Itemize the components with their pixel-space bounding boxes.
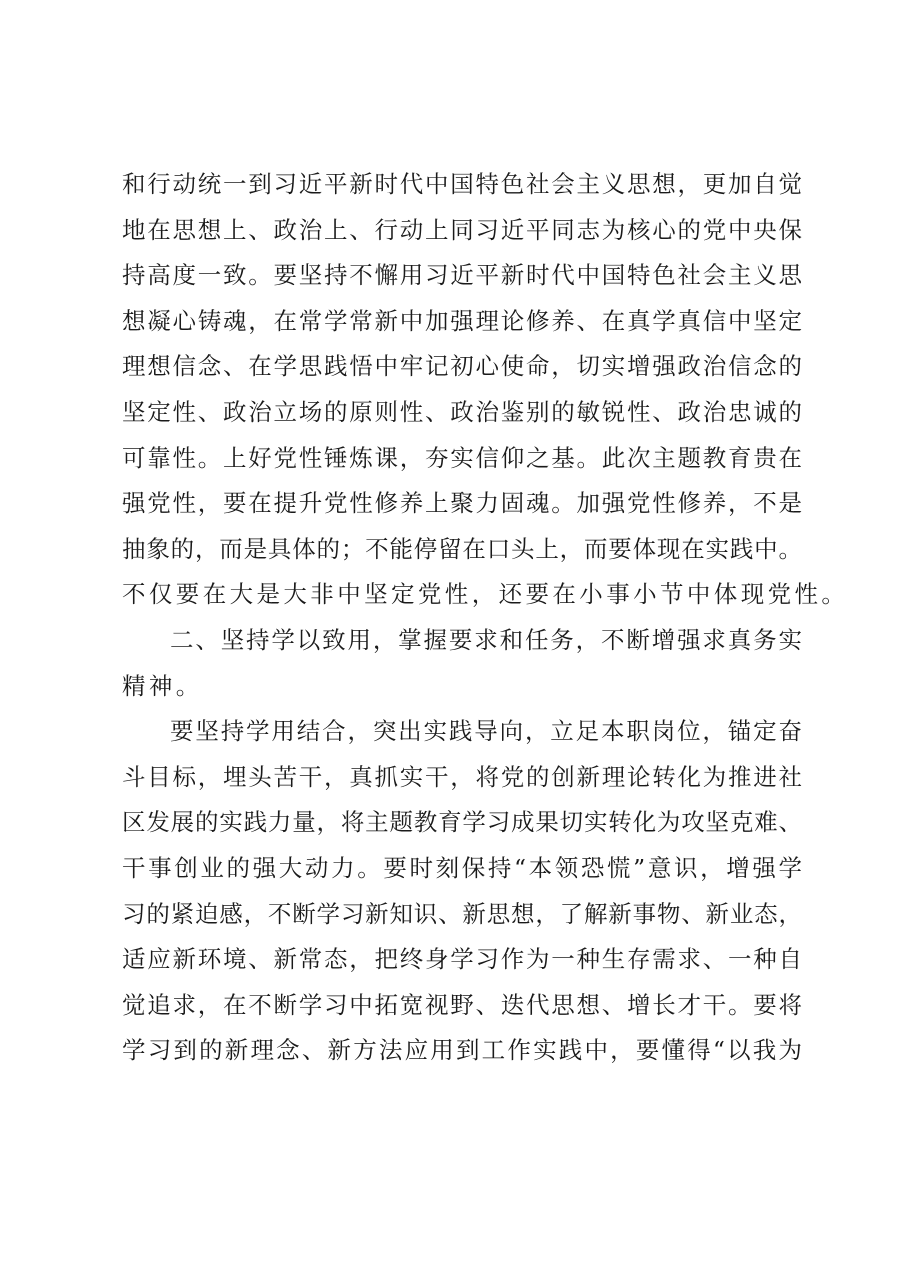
text-line: 二、坚持学以致用，掌握要求和任务，不断增强求真务实 (170, 625, 802, 654)
text-line: 学习到的新理念、新方法应用到工作实践中，要懂得“以我为 (122, 1036, 802, 1065)
text-line: 习的紧迫感，不断学习新知识、新思想，了解新事物、新业态， (122, 899, 802, 928)
text-line: 理想信念、在学思践悟中牢记初心使命，切实增强政治信念的 (122, 352, 802, 381)
text-line: 和行动统一到习近平新时代中国特色社会主义思想，更加自觉 (122, 170, 802, 198)
text-line: 持高度一致。要坚持不懈用习近平新时代中国特色社会主义思 (122, 261, 802, 290)
text-line: 觉追求，在不断学习中拓宽视野、迭代思想、增长才干。要将 (122, 990, 802, 1019)
text-line: 斗目标，埋头苦干，真抓实干，将党的创新理论转化为推进社 (122, 762, 802, 791)
text-line: 强党性，要在提升党性修养上聚力固魂。加强党性修养，不是 (122, 489, 802, 518)
text-line: 不仅要在大是大非中坚定党性，还要在小事小节中体现党性。 (122, 580, 849, 609)
text-line: 干事创业的强大动力。要时刻保持“本领恐慌”意识，增强学 (122, 853, 802, 882)
text-line: 想凝心铸魂，在常学常新中加强理论修养、在真学真信中坚定 (122, 306, 802, 335)
document-body (122, 162, 849, 1074)
text-line: 精神。 (122, 671, 203, 700)
text-line: 坚定性、政治立场的原则性、政治鉴别的敏锐性、政治忠诚的 (122, 397, 802, 426)
text-line: 地在思想上、政治上、行动上同习近平同志为核心的党中央保 (122, 215, 802, 244)
text-line: 要坚持学用结合，突出实践导向，立足本职岗位，锚定奋 (170, 717, 802, 746)
text-line: 抽象的，而是具体的；不能停留在口头上，而要体现在实践中。 (122, 534, 802, 563)
text-line: 区发展的实践力量，将主题教育学习成果切实转化为攻坚克难、 (122, 808, 802, 837)
text-line: 适应新环境、新常态，把终身学习作为一种生存需求、一种自 (122, 945, 802, 974)
text-line: 可靠性。上好党性锤炼课，夯实信仰之基。此次主题教育贵在 (122, 443, 802, 472)
